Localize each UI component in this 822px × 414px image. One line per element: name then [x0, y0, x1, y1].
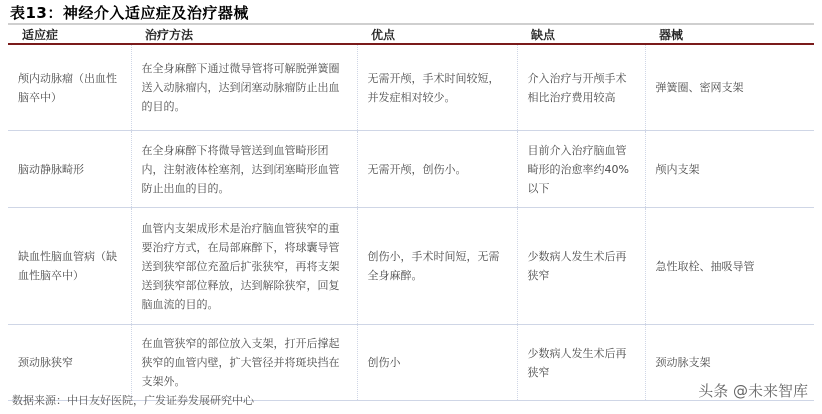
cell-method: 在全身麻醉下将微导管送到血管畸形团内，注射液体栓塞剂，达到闭塞畸形血管防止出血的目的。 [131, 131, 357, 208]
cell-method: 在血管狭窄的部位放入支架，打开后撑起狭窄的血管内壁，扩大管径并将斑块挡在支架外。 [131, 325, 357, 401]
cell-devices: 急性取栓、抽吸导管 [645, 208, 814, 325]
header-indication: 适应症 [8, 26, 131, 44]
table-title: 表13：神经介入适应症及治疗器械 [10, 4, 249, 22]
table-row [8, 44, 814, 131]
cell-pros: 创伤小，手术时间短，无需全身麻醉。 [357, 208, 517, 325]
title-divider [8, 23, 814, 25]
cell-devices: 颈动脉支架 [645, 325, 814, 401]
cell-cons: 介入治疗与开颅手术相比治疗费用较高 [517, 44, 645, 131]
indications-table [8, 26, 814, 401]
table-row [8, 208, 814, 325]
table-row [8, 325, 814, 401]
header-pros: 优点 [357, 26, 517, 44]
cell-cons: 少数病人发生术后再狭窄 [517, 208, 645, 325]
cell-devices: 颅内支架 [645, 131, 814, 208]
header-cons: 缺点 [517, 26, 645, 44]
cell-indication: 缺血性脑血管病（缺血性脑卒中） [8, 208, 131, 325]
cell-pros: 创伤小 [357, 325, 517, 401]
cell-pros: 无需开颅，创伤小。 [357, 131, 517, 208]
cell-cons: 少数病人发生术后再狭窄 [517, 325, 645, 401]
cell-indication: 颅内动脉瘤（出血性脑卒中） [8, 44, 131, 131]
cell-indication: 颈动脉狭窄 [8, 325, 131, 401]
cell-method: 血管内支架成形术是治疗脑血管狭窄的重要治疗方式，在局部麻醉下，将球囊导管送到狭窄部位充盈后扩张狭窄，再将支架送到狭窄部位释放，达到解除狭窄，回复脑血流的目的。 [131, 208, 357, 325]
watermark: 头条 @未来智库 [698, 382, 808, 400]
cell-indication: 脑动静脉畸形 [8, 131, 131, 208]
header-devices: 器械 [645, 26, 814, 44]
header-method: 治疗方法 [131, 26, 357, 44]
cell-pros: 无需开颅，手术时间较短，并发症相对较少。 [357, 44, 517, 131]
cell-devices: 弹簧圈、密网支架 [645, 44, 814, 131]
table-row [8, 131, 814, 208]
data-source-note: 数据来源：中日友好医院，广发证券发展研究中心 [12, 394, 254, 407]
table-header-row [8, 26, 814, 44]
cell-cons: 目前介入治疗脑血管畸形的治愈率约40%以下 [517, 131, 645, 208]
cell-method: 在全身麻醉下通过微导管将可解脱弹簧圈送入动脉瘤内，达到闭塞动脉瘤防止出血的目的。 [131, 44, 357, 131]
